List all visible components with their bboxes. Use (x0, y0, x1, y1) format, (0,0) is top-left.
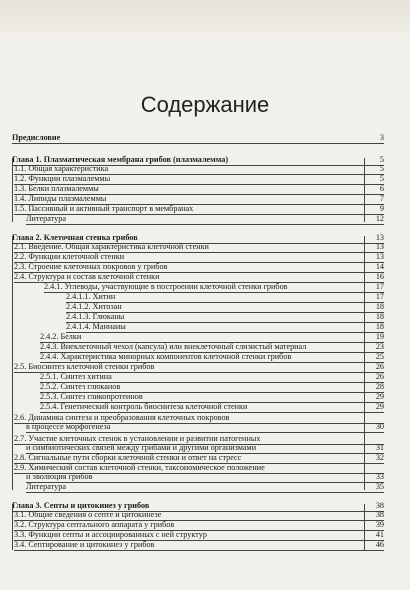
toc-page-number: 23 (375, 342, 384, 351)
toc-entry-title: 3.4. Септирование и цитокинез у грибов (14, 540, 155, 549)
toc-entry-title: 2.4.1. Углеводы, участвующие в построении клеточной стенки грибов (44, 282, 288, 291)
toc-bracket-line (364, 504, 365, 550)
toc-bracket-line (12, 158, 13, 222)
toc-page-number: 5 (379, 174, 384, 183)
toc-entry-title: 2.8. Сигнальные пути сборки клеточной стенки и ответ на стресс (14, 453, 242, 462)
toc-page-number: 38 (375, 501, 384, 510)
page-title: Содержание (140, 92, 270, 117)
toc-bracket-line (364, 236, 365, 490)
toc-entry-title: 1.3. Белки плазмалеммы (14, 184, 99, 193)
toc-entry-title: 2.9. Химический состав клеточной стенки, таксономическое положение (14, 463, 265, 472)
toc-row (26, 421, 384, 433)
toc-page-number: 29 (375, 402, 384, 411)
toc-bracket-line (12, 236, 13, 490)
toc-entry-title: 2.2. Функции клеточной стенки (14, 252, 125, 261)
toc-page-number: 30 (375, 422, 384, 431)
toc-entry-title: 2.4. Структура и состав клеточной стенки (14, 272, 160, 281)
toc-bracket-line (12, 504, 13, 550)
toc-entry-title: 2.3. Строение клеточных покровов у грибов (14, 262, 168, 271)
toc-entry-title: 2.5.1. Синтез хитина (40, 372, 112, 381)
toc-entry-title: 2.4.1.1. Хитин (66, 292, 116, 301)
toc-entry-title: Глава 1. Плазматическая мембрана грибов (плазмалемма) (12, 155, 229, 164)
toc-entry-title: и симбиотических связей между грибами и другими организмами (26, 443, 257, 452)
toc-entry-title: 2.5.3. Синтез гликопротеинов (40, 392, 143, 401)
toc-entry-title: 2.4.2. Белки (40, 332, 82, 341)
toc-entry-title: 2.4.1.2. Хитозан (66, 302, 122, 311)
toc-page-number: 9 (379, 204, 384, 213)
toc-page-number: 39 (375, 520, 384, 529)
toc-entry-title: 3.3. Функции септы и ассоциированных с ней структур (14, 530, 207, 539)
toc-page-number: 18 (375, 312, 384, 321)
toc-entry-title: 2.5. Биосинтез клеточной стенки грибов (14, 362, 155, 371)
toc-entry-title: в процессе морфогенеза (26, 422, 111, 431)
toc-entry-title: 2.4.1.4. Маннаны (66, 322, 126, 331)
toc-chapter-row (12, 132, 384, 144)
toc-page-number: 26 (375, 362, 384, 371)
toc-row (26, 481, 384, 493)
toc-page-number: 18 (375, 322, 384, 331)
toc-page-number: 17 (375, 282, 384, 291)
toc-page-number: 32 (375, 453, 384, 462)
toc-entry-title: Глава 3. Септы и цитокинез у грибов (12, 501, 150, 510)
toc-entry-title: Глава 2. Клеточная стенка грибов (12, 233, 138, 242)
toc-page-number: 29 (375, 392, 384, 401)
toc-entry-title: 2.4.4. Характеристика минорных компонентов клеточной стенки грибов (40, 352, 292, 361)
toc-page-number: 25 (375, 352, 384, 361)
toc-page-number: 16 (375, 272, 384, 281)
toc-page-number: 13 (375, 242, 384, 251)
toc-bracket-line (364, 158, 365, 222)
toc-page-number: 12 (375, 214, 384, 223)
toc-page-number: 3 (379, 133, 384, 142)
toc-entry-title: 3.1. Общие сведения о септе и цитокинезе (14, 510, 162, 519)
toc-page-number: 14 (375, 262, 384, 271)
toc-page-number: 38 (375, 510, 384, 519)
toc-page-number: 35 (375, 482, 384, 491)
toc-page-number: 19 (375, 332, 384, 341)
toc-page-number: 18 (375, 302, 384, 311)
toc-page-number: 26 (375, 372, 384, 381)
toc-page-number: 13 (375, 233, 384, 242)
toc-entry-title: Литература (26, 482, 66, 491)
toc-page-number: 41 (375, 530, 384, 539)
toc-row (26, 213, 384, 225)
toc-page-number: 28 (375, 382, 384, 391)
toc-entry-title: 2.5.2. Синтез глюканов (40, 382, 121, 391)
toc-entry-title: Литература (26, 214, 66, 223)
toc-entry-title: 2.4.3. Внеклеточный чехол (капсула) или внеклеточный слизистый материал (40, 342, 307, 351)
toc-entry-title: и эволюция грибов (26, 472, 93, 481)
toc-entry-title: 1.2. Функции плазмалеммы (14, 174, 111, 183)
toc-page-number: 5 (379, 155, 384, 164)
toc-entry-title: 1.1. Общая характеристика (14, 164, 109, 173)
toc-page-number: 17 (375, 292, 384, 301)
toc-row (14, 539, 384, 551)
toc-page-number: 5 (379, 164, 384, 173)
toc-entry-title: Предисловие (12, 133, 61, 142)
toc-page-number: 46 (375, 540, 384, 549)
toc-page-number: 31 (375, 443, 384, 452)
toc-entry-title: 2.5.4. Генетический контроль биосинтеза клеточной стенки (40, 402, 248, 411)
toc-page-number: 7 (379, 194, 384, 203)
toc-entry-title: 1.4. Липиды плазмалеммы (14, 194, 107, 203)
toc-entry-title: 1.5. Пассивный и активный транспорт в мембранах (14, 204, 194, 213)
toc-page-number: 6 (379, 184, 384, 193)
toc-entry-title: 3.2. Структура септального аппарата у грибов (14, 520, 175, 529)
toc-entry-title: 2.7. Участие клеточных стенок в установлении и развитии патогенных (14, 434, 261, 443)
toc-page-number: 13 (375, 252, 384, 261)
toc-entry-title: 2.6. Динамика синтеза и преобразования клеточных покровов (14, 413, 230, 422)
toc-entry-title: 2.4.1.3. Глюканы (66, 312, 125, 321)
toc-entry-title: 2.1. Введение. Общая характеристика клеточной стенки (14, 242, 209, 251)
toc-page-number: 33 (375, 472, 384, 481)
